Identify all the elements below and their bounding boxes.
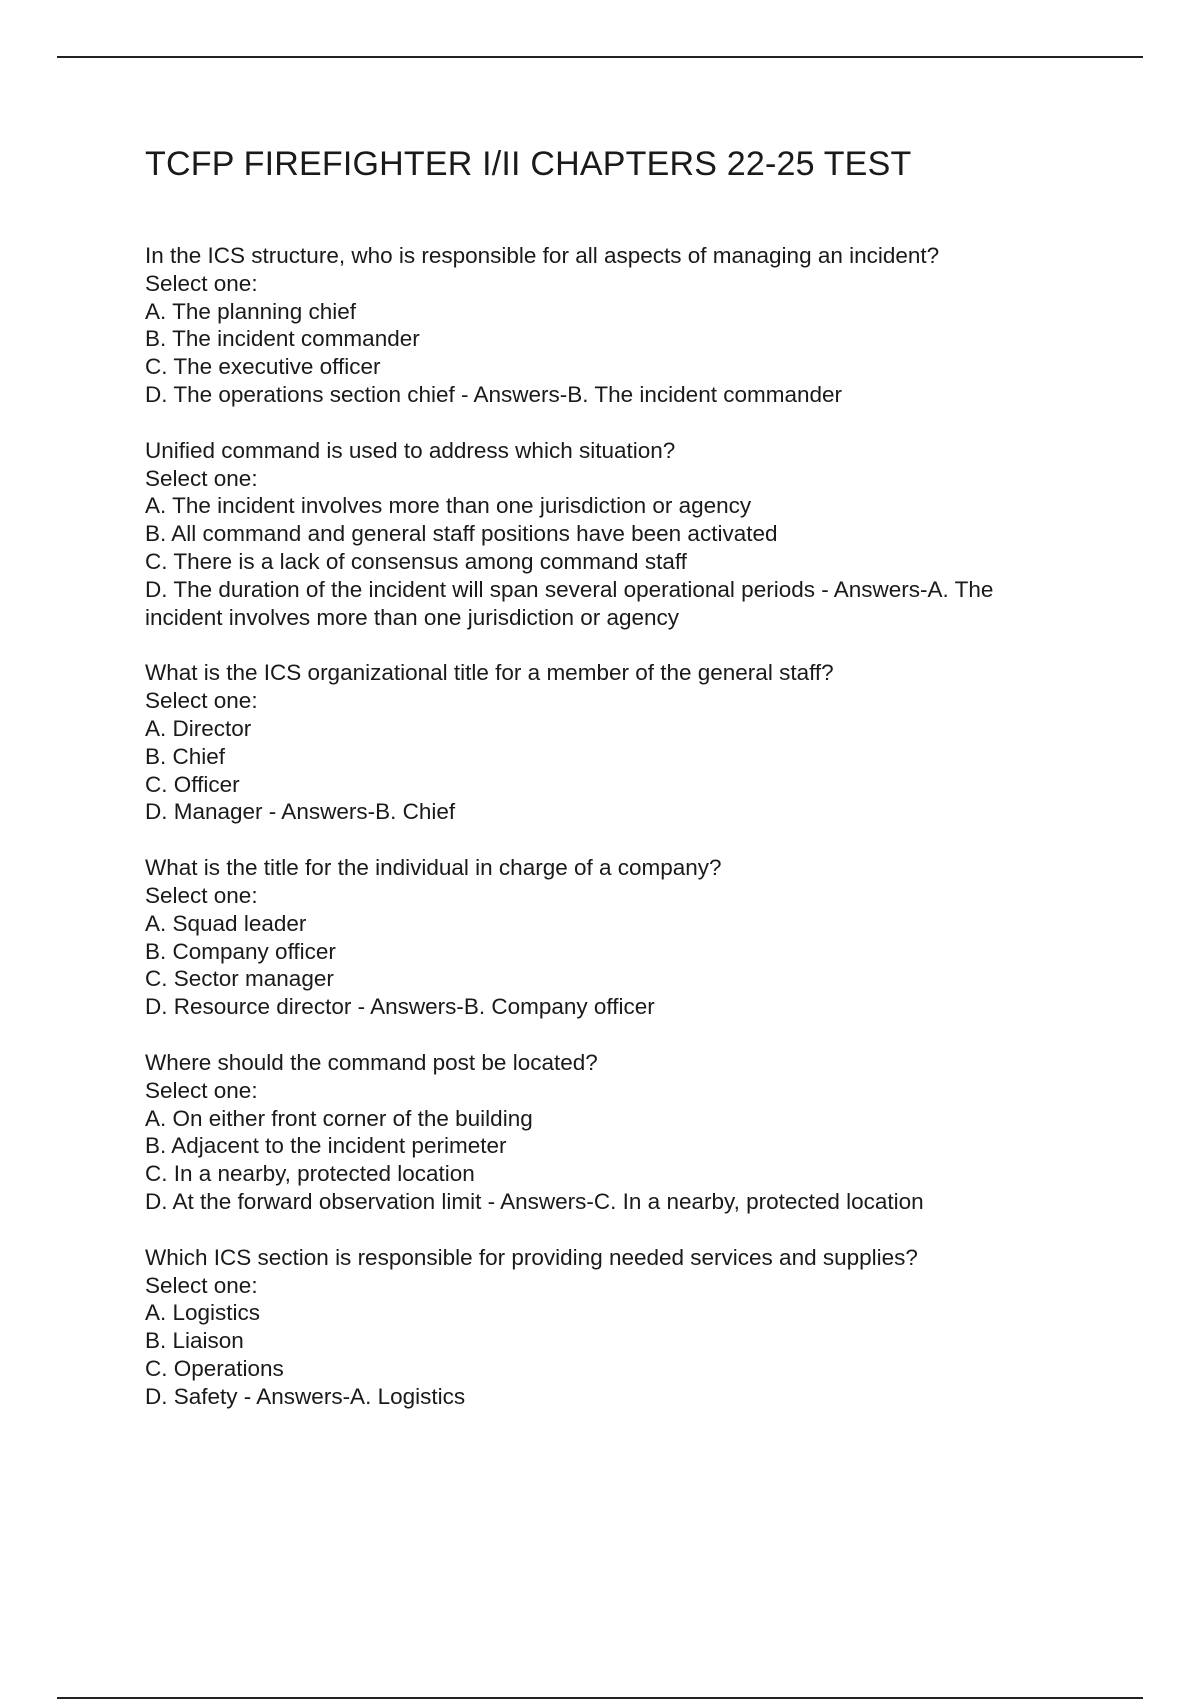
- option-b: B. Company officer: [145, 938, 336, 964]
- question-block-3: [145, 659, 1075, 826]
- option-d-with-answer: D. The operations section chief - Answers-B. The incident commander: [145, 381, 843, 407]
- question-text: What is the title for the individual in charge of a company?: [145, 855, 722, 881]
- select-prompt: Select one:: [145, 270, 258, 296]
- question-block-1: [145, 242, 1075, 409]
- option-b: B. Adjacent to the incident perimeter: [145, 1133, 507, 1159]
- option-b: B. Liaison: [145, 1328, 244, 1354]
- question-text: What is the ICS organizational title for a member of the general staff?: [145, 660, 834, 686]
- question-block-4: [145, 854, 1075, 1021]
- option-d-with-answer: D. Manager - Answers-B. Chief: [145, 799, 456, 825]
- question-block-6: [145, 1244, 1075, 1411]
- select-prompt: Select one:: [145, 1077, 258, 1103]
- option-d-with-answer: D. The duration of the incident will span several operational periods - Answers-A. The incident involves more than one jurisdiction or agency: [145, 576, 994, 630]
- option-c: C. There is a lack of consensus among command staff: [145, 548, 687, 574]
- option-b: B. Chief: [145, 743, 226, 769]
- option-d-with-answer: D. At the forward observation limit - Answers-C. In a nearby, protected location: [145, 1188, 924, 1214]
- option-a: A. On either front corner of the building: [145, 1105, 533, 1131]
- option-d-with-answer: D. Safety - Answers-A. Logistics: [145, 1383, 466, 1409]
- question-text: Which ICS section is responsible for providing needed services and supplies?: [145, 1244, 918, 1270]
- question-text: In the ICS structure, who is responsible for all aspects of managing an incident?: [145, 243, 940, 268]
- select-prompt: Select one:: [145, 1272, 258, 1298]
- option-b: B. The incident commander: [145, 326, 420, 352]
- option-b: B. All command and general staff positions have been activated: [145, 521, 778, 547]
- question-block-2: [145, 437, 1075, 632]
- option-d-with-answer: D. Resource director - Answers-B. Company officer: [145, 994, 655, 1020]
- question-text: Where should the command post be located?: [145, 1049, 598, 1075]
- select-prompt: Select one:: [145, 465, 258, 491]
- option-c: C. In a nearby, protected location: [145, 1161, 475, 1187]
- option-a: A. Logistics: [145, 1300, 261, 1326]
- question-block-5: [145, 1049, 1075, 1216]
- option-c: C. Officer: [145, 771, 240, 797]
- select-prompt: Select one:: [145, 688, 258, 714]
- option-c: C. The executive officer: [145, 354, 381, 380]
- question-text: Unified command is used to address which situation?: [145, 437, 676, 463]
- select-prompt: Select one:: [145, 882, 258, 908]
- option-c: C. Operations: [145, 1355, 284, 1381]
- option-a: A. Squad leader: [145, 910, 307, 936]
- document-title: TCFP FIREFIGHTER I/II CHAPTERS 22-25 TEST: [145, 145, 912, 183]
- top-rule: [57, 56, 1143, 58]
- option-a: A. The incident involves more than one jurisdiction or agency: [145, 493, 752, 519]
- option-a: A. Director: [145, 715, 252, 741]
- option-c: C. Sector manager: [145, 966, 334, 992]
- option-a: A. The planning chief: [145, 298, 356, 324]
- bottom-rule: [57, 1697, 1143, 1699]
- page-content: [145, 140, 1075, 1438]
